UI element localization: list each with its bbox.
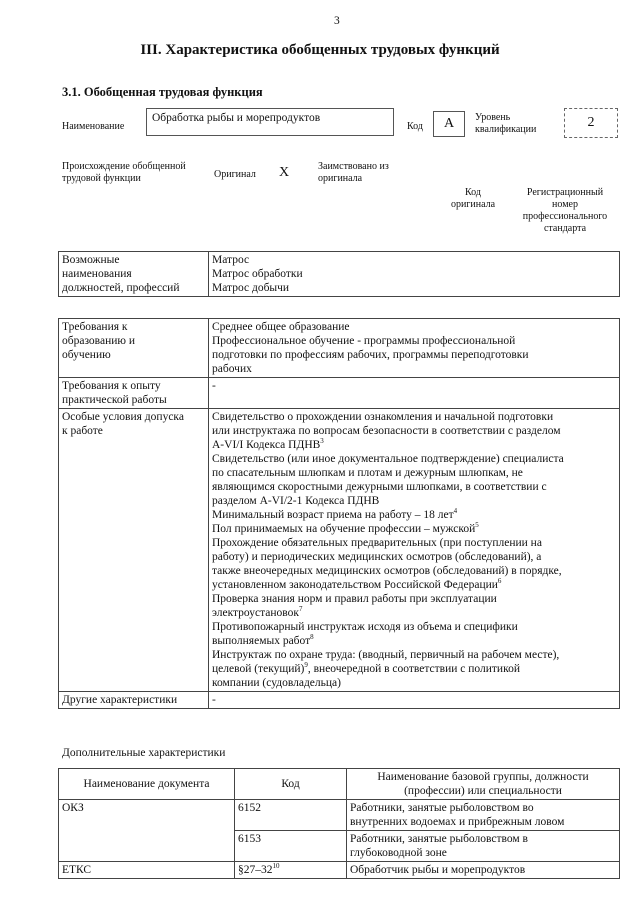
- conditions-label-2: к работе: [62, 425, 103, 437]
- reg-label-2: номер: [552, 199, 578, 210]
- origin-label: [62, 161, 186, 185]
- original-code-label: [440, 187, 506, 211]
- conditions-value: [209, 409, 620, 692]
- name-label: Наименование: [62, 121, 125, 132]
- original-label: Оригинал: [214, 169, 256, 180]
- col-name-header-2: (профессии) или специальности: [404, 785, 562, 797]
- condition-line: работу) и периодических медицинских осмотров (обследований), а: [212, 551, 542, 563]
- reg-label-3: профессионального: [522, 211, 608, 222]
- borrowed-label-2: оригинала: [318, 173, 363, 184]
- table-row: [59, 800, 620, 831]
- conditions-label: [59, 409, 209, 692]
- positions-label-3: должностей, профессий: [62, 282, 180, 294]
- condition-line: Прохождение обязательных предварительных (при поступлении на: [212, 537, 542, 549]
- condition-line: также внеочередных медицинских осмотров (обследований) в порядке,: [212, 565, 562, 577]
- condition-line: Пол принимаемых на обучение профессии – мужской$^5$: [212, 521, 479, 535]
- condition-line: или инструктажа по вопросам безопасности в соответствии с разделом: [212, 425, 561, 437]
- education-line: Среднее общее образование: [212, 321, 350, 333]
- conditions-label-1: Особые условия допуска: [62, 411, 184, 423]
- condition-line: Проверка знания норм и правил работы при эксплуатации: [212, 593, 497, 605]
- education-line: Профессиональное обучение - программы профессиональной: [212, 335, 516, 347]
- code-label: Код: [407, 121, 423, 132]
- name-value: Обработка рыбы и морепродуктов: [146, 108, 394, 136]
- col-name-header: [347, 769, 620, 800]
- level-label-1: Уровень: [475, 112, 511, 123]
- level-value: 2: [564, 108, 618, 138]
- footnote-ref: 8: [310, 633, 314, 642]
- original-code-label-2: оригинала: [450, 199, 496, 210]
- name-cell: Работники, занятые рыболовством во внутренних водоемах и прибрежным ловом: [347, 800, 620, 831]
- education-label-2: образованию и: [62, 335, 135, 347]
- condition-line: целевой (текущий)$^9$, внеочередной в соответствии с политикой: [212, 661, 520, 675]
- page-number: 3: [334, 15, 340, 27]
- footnote-ref: 9: [304, 661, 308, 670]
- positions-label-1: Возможные: [62, 254, 120, 266]
- condition-line: Свидетельство о прохождении ознакомления и начальной подготовки: [212, 411, 554, 423]
- footnote-ref: 3: [320, 437, 324, 446]
- level-label-2: квалификации: [475, 124, 537, 135]
- condition-line: Минимальный возраст приема на работу – 18 лет$^4$: [212, 507, 458, 521]
- original-code-label-1: Код: [465, 187, 481, 198]
- code-cell: $\S 27-32^{10}$: [235, 862, 347, 879]
- experience-value: -: [209, 378, 620, 409]
- col-code-header: Код: [235, 769, 347, 800]
- name-cell: Работники, занятые рыболовством в глубоководной зоне: [347, 831, 620, 862]
- condition-line: A-VI/I Кодекса ПДНВ$^3$: [212, 437, 324, 451]
- condition-line: Инструктаж по охране труда: (вводный, первичный на рабочем месте),: [212, 649, 560, 661]
- level-label: [475, 112, 536, 136]
- registration-number-label: [510, 187, 620, 235]
- doc-cell: ОКЗ: [59, 800, 235, 862]
- position-item: Матрос: [212, 254, 250, 266]
- education-label-1: Требования к: [62, 321, 128, 333]
- education-line: рабочих: [212, 363, 252, 375]
- positions-label-2: наименования: [62, 268, 132, 280]
- footnote-ref: 7: [298, 605, 303, 614]
- condition-line: Свидетельство (или иное документальное подтверждение) специалиста: [212, 453, 564, 465]
- origin-label-2: трудовой функции: [62, 173, 141, 184]
- education-value: [209, 319, 620, 378]
- code-cell: 6152: [235, 800, 347, 831]
- condition-line: установленном законодательством Российской Федерации$^6$: [212, 577, 502, 591]
- positions-label: [59, 252, 209, 297]
- doc-cell: ЕТКС: [59, 862, 235, 879]
- footnote-ref: 10: [272, 862, 280, 871]
- positions-table: [58, 251, 620, 297]
- position-item: Матрос добычи: [212, 282, 290, 294]
- condition-line: электроустановок$^7$: [212, 605, 303, 619]
- positions-values: [209, 252, 620, 297]
- other-label: Другие характеристики: [59, 692, 209, 709]
- footnote-ref: 4: [453, 507, 458, 516]
- experience-label-2: практической работы: [62, 394, 167, 406]
- condition-line: компании (судовладельца): [212, 677, 341, 689]
- footnote-ref: 6: [497, 577, 502, 586]
- education-line: подготовки по профессиям рабочих, программы переподготовки: [212, 349, 529, 361]
- experience-label: [59, 378, 209, 409]
- original-mark: X: [279, 165, 290, 180]
- col-name-header-1: Наименование базовой группы, должности: [377, 771, 589, 783]
- borrowed-label-1: Заимствовано из: [318, 161, 389, 172]
- condition-line: являющимся скоростными дежурными шлюпками, в соответствии с: [212, 481, 547, 493]
- name-cell: Обработчик рыбы и морепродуктов: [347, 862, 620, 879]
- condition-line: выполняемых работ$^8$: [212, 633, 314, 647]
- subsection-title: 3.1. Обобщенная трудовая функция: [62, 85, 263, 99]
- col-doc-header: Наименование документа: [59, 769, 235, 800]
- experience-label-1: Требования к опыту: [62, 380, 161, 392]
- borrowed-label: [318, 161, 389, 185]
- education-label-3: обучению: [62, 349, 111, 361]
- section-title: III. Характеристика обобщенных трудовых функций: [140, 42, 500, 58]
- reg-label-1: Регистрационный: [526, 187, 604, 198]
- code-value: A: [433, 111, 465, 137]
- additional-title: Дополнительные характеристики: [62, 747, 226, 759]
- footnote-ref: 5: [475, 521, 479, 530]
- origin-label-1: Происхождение обобщенной: [62, 161, 186, 172]
- requirements-table: [58, 318, 620, 709]
- other-value: -: [209, 692, 620, 709]
- reg-label-4: стандарта: [543, 223, 587, 234]
- condition-line: Противопожарный инструктаж исходя из объема и специфики: [212, 621, 518, 633]
- condition-line: разделом A-VI/2-1 Кодекса ПДНВ: [212, 495, 380, 507]
- additional-table: [58, 768, 620, 879]
- table-row: [59, 862, 620, 879]
- education-label: [59, 319, 209, 378]
- position-item: Матрос обработки: [212, 268, 303, 280]
- condition-line: по спасательным шлюпкам и плотам и дежурным шлюпкам, не: [212, 467, 523, 479]
- code-cell: 6153: [235, 831, 347, 862]
